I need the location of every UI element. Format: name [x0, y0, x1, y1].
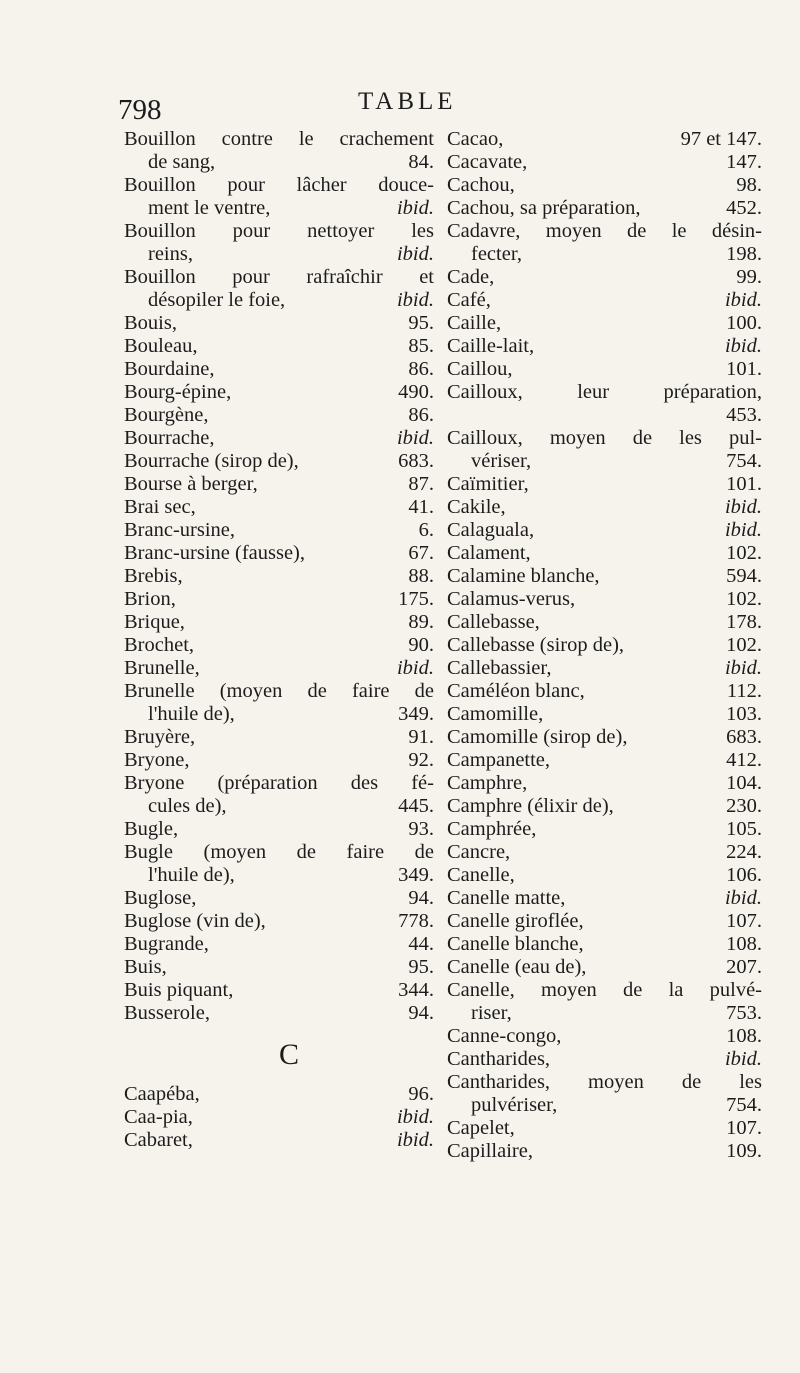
index-entry	[124, 726, 434, 749]
entry-term: Camphre,	[447, 772, 528, 794]
entry-term: Caapéba,	[124, 1083, 200, 1105]
entry-page: 99.	[736, 266, 762, 288]
entry-page: 108.	[726, 1025, 762, 1047]
index-entry	[447, 933, 762, 956]
entry-term: Brunelle (moyen de faire de	[124, 680, 434, 702]
entry-page: 224.	[726, 841, 762, 863]
entry-page: 105.	[726, 818, 762, 840]
entry-term: Campanette,	[447, 749, 551, 771]
index-entry	[447, 151, 762, 174]
entry-page: 344.	[398, 979, 434, 1001]
entry-term-continued: de sang,	[148, 151, 216, 173]
entry-page: 100.	[726, 312, 762, 334]
entry-continuation	[447, 1094, 762, 1117]
index-entry	[124, 404, 434, 427]
entry-page: 93.	[408, 818, 434, 840]
index-entry	[447, 1025, 762, 1048]
index-entry	[124, 611, 434, 634]
index-entry	[447, 749, 762, 772]
entry-term: Canelle matte,	[447, 887, 566, 909]
index-entry	[124, 473, 434, 496]
entry-continuation	[124, 864, 434, 887]
entry-page: ibid.	[396, 657, 434, 679]
entry-page: 453.	[726, 404, 762, 426]
entry-term-continued: reins,	[148, 243, 193, 265]
index-entry	[124, 335, 434, 358]
entry-page: 94.	[408, 887, 434, 909]
entry-term: Canelle giroflée,	[447, 910, 584, 932]
index-entry	[124, 128, 434, 174]
entry-term: Café,	[447, 289, 491, 311]
entry-continuation	[124, 243, 434, 266]
index-entry	[447, 1117, 762, 1140]
index-entry	[447, 588, 762, 611]
entry-term-continued: pulvériser,	[471, 1094, 558, 1116]
entry-page: 88.	[408, 565, 434, 587]
entry-term-continued: fecter,	[471, 243, 522, 265]
entry-term: Bouillon pour rafraîchir et	[124, 266, 434, 288]
entry-term: Camomille,	[447, 703, 544, 725]
entry-term: Caille-lait,	[447, 335, 535, 357]
entry-page: 175.	[398, 588, 434, 610]
entry-page: 107.	[726, 1117, 762, 1139]
entry-term-continued: ment le ventre,	[148, 197, 271, 219]
entry-page: ibid.	[396, 1106, 434, 1128]
index-entry	[124, 749, 434, 772]
entry-term-continued: l'huile de),	[148, 703, 235, 725]
entry-page: ibid.	[724, 335, 762, 357]
index-entry	[447, 1071, 762, 1117]
entry-term: Bourrache (sirop de),	[124, 450, 299, 472]
entry-term-continued: l'huile de),	[148, 864, 235, 886]
entry-continuation	[447, 1002, 762, 1025]
entry-term-continued: riser,	[471, 1002, 512, 1024]
index-entry	[447, 197, 762, 220]
entry-term: Cacao,	[447, 128, 504, 150]
index-entry	[124, 933, 434, 956]
index-entry	[124, 841, 434, 887]
entry-term: Canelle, moyen de la pulvé-	[447, 979, 762, 1001]
entry-page: 86.	[408, 404, 434, 426]
index-entry	[447, 979, 762, 1025]
entry-page: 85.	[408, 335, 434, 357]
index-entry	[447, 634, 762, 657]
entry-page: ibid.	[724, 657, 762, 679]
entry-term: Cachou,	[447, 174, 515, 196]
entry-term: Cachou, sa préparation,	[447, 197, 641, 219]
index-entry	[447, 680, 762, 703]
entry-term: Canelle blanche,	[447, 933, 584, 955]
entry-term: Cadavre, moyen de le désin-	[447, 220, 762, 242]
entry-page: 198.	[726, 243, 762, 265]
index-entry	[124, 565, 434, 588]
entry-term: Buglose (vin de),	[124, 910, 266, 932]
entry-term: Canne-congo,	[447, 1025, 562, 1047]
entry-term: Cantharides, moyen de les	[447, 1071, 762, 1093]
entry-term: Caïmitier,	[447, 473, 529, 495]
entry-term: Camomille (sirop de),	[447, 726, 628, 748]
index-entry	[447, 381, 762, 427]
entry-continuation	[124, 703, 434, 726]
entry-term: Brique,	[124, 611, 185, 633]
index-entry	[447, 335, 762, 358]
entry-page: 753.	[726, 1002, 762, 1024]
entry-page: 67.	[408, 542, 434, 564]
index-entry	[447, 427, 762, 473]
entry-term: Bourse à berger,	[124, 473, 258, 495]
index-entry	[124, 772, 434, 818]
entry-page: 754.	[726, 1094, 762, 1116]
entry-term: Caille,	[447, 312, 502, 334]
entry-term: Brion,	[124, 588, 176, 610]
entry-term: Bruyère,	[124, 726, 196, 748]
entry-page: 97 et 147.	[680, 128, 762, 150]
index-entry	[447, 496, 762, 519]
index-entry	[447, 910, 762, 933]
index-entry	[124, 657, 434, 680]
entry-page: 96.	[408, 1083, 434, 1105]
entry-term: Camphre (élixir de),	[447, 795, 614, 817]
entry-page: 41.	[408, 496, 434, 518]
index-entry	[447, 864, 762, 887]
entry-page: ibid.	[396, 289, 434, 311]
index-entry	[124, 542, 434, 565]
entry-page: 594.	[726, 565, 762, 587]
entry-term: Brunelle,	[124, 657, 200, 679]
index-entry	[124, 358, 434, 381]
entry-page: 92.	[408, 749, 434, 771]
entry-continuation	[124, 197, 434, 220]
entry-page: ibid.	[724, 496, 762, 518]
entry-continuation	[124, 795, 434, 818]
entry-page: ibid.	[396, 243, 434, 265]
index-entry	[124, 818, 434, 841]
entry-term: Cailloux, moyen de les pul-	[447, 427, 762, 449]
entry-page: 754.	[726, 450, 762, 472]
index-entry	[124, 496, 434, 519]
entry-term: Capillaire,	[447, 1140, 533, 1162]
entry-page: 102.	[726, 634, 762, 656]
index-entry	[124, 1002, 434, 1025]
index-entry	[124, 266, 434, 312]
entry-page: 94.	[408, 1002, 434, 1024]
entry-term: Canelle,	[447, 864, 515, 886]
index-entry	[124, 1083, 434, 1106]
index-entry	[447, 128, 762, 151]
entry-page: ibid.	[724, 289, 762, 311]
entry-page: 95.	[408, 956, 434, 978]
index-column-right	[447, 128, 762, 1163]
entry-term: Bourrache,	[124, 427, 215, 449]
entry-term: Caillou,	[447, 358, 513, 380]
index-entry	[447, 519, 762, 542]
entry-term: Buis piquant,	[124, 979, 234, 1001]
index-entry	[447, 841, 762, 864]
entry-term: Canelle (eau de),	[447, 956, 587, 978]
entry-page: ibid.	[724, 519, 762, 541]
entry-page: 107.	[726, 910, 762, 932]
index-entry	[447, 542, 762, 565]
index-entry	[124, 910, 434, 933]
entry-term: Cacavate,	[447, 151, 528, 173]
entry-page: ibid.	[724, 887, 762, 909]
index-entry	[447, 887, 762, 910]
entry-page: 91.	[408, 726, 434, 748]
entry-term: Bouleau,	[124, 335, 198, 357]
entry-page: 412.	[726, 749, 762, 771]
index-entry	[124, 887, 434, 910]
page-number: 798	[118, 94, 162, 126]
entry-term: Bryone (préparation des fé-	[124, 772, 434, 794]
index-entry	[124, 1106, 434, 1129]
entry-term: Bouillon contre le crachement	[124, 128, 434, 150]
entry-page: 102.	[726, 542, 762, 564]
index-entry	[447, 1048, 762, 1071]
entry-page: 98.	[736, 174, 762, 196]
entry-page: ibid.	[396, 1129, 434, 1151]
entry-term: Capelet,	[447, 1117, 515, 1139]
entry-page: 95.	[408, 312, 434, 334]
entry-term-continued: vériser,	[471, 450, 532, 472]
entry-continuation	[447, 243, 762, 266]
entry-term: Bourdaine,	[124, 358, 215, 380]
entry-term: Cantharides,	[447, 1048, 551, 1070]
entry-page: 178.	[726, 611, 762, 633]
entry-page: 683.	[398, 450, 434, 472]
entry-page: 104.	[726, 772, 762, 794]
entry-term: Camphrée,	[447, 818, 537, 840]
entry-term: Bugle,	[124, 818, 179, 840]
entry-term: Branc-ursine (fausse),	[124, 542, 306, 564]
entry-page: 683.	[726, 726, 762, 748]
entry-term: Brai sec,	[124, 496, 196, 518]
page-title: TABLE	[358, 88, 457, 115]
entry-term: Bourgène,	[124, 404, 209, 426]
entry-term: Calamine blanche,	[447, 565, 600, 587]
entry-term: Callebasse (sirop de),	[447, 634, 625, 656]
entry-term: Cakile,	[447, 496, 506, 518]
entry-page: ibid.	[396, 197, 434, 219]
entry-term: Caméléon blanc,	[447, 680, 585, 702]
entry-term: Cailloux, leur préparation,	[447, 381, 762, 403]
entry-page: ibid.	[724, 1048, 762, 1070]
entry-term: Bryone,	[124, 749, 190, 771]
index-entry	[124, 1129, 434, 1152]
index-entry	[124, 956, 434, 979]
entry-page: 147.	[726, 151, 762, 173]
index-entry	[447, 703, 762, 726]
entry-term: Calament,	[447, 542, 531, 564]
entry-page: 207.	[726, 956, 762, 978]
entry-page: 778.	[398, 910, 434, 932]
entry-continuation	[124, 151, 434, 174]
entry-page: 86.	[408, 358, 434, 380]
index-entry	[124, 519, 434, 542]
index-entry	[447, 726, 762, 749]
entry-page: 44.	[408, 933, 434, 955]
entry-term: Bugrande,	[124, 933, 209, 955]
index-entry	[124, 174, 434, 220]
entry-term: Callebasse,	[447, 611, 540, 633]
entry-page: 452.	[726, 197, 762, 219]
index-entry	[447, 289, 762, 312]
index-entry	[124, 588, 434, 611]
entry-page: 90.	[408, 634, 434, 656]
entry-term: Cade,	[447, 266, 495, 288]
entry-term: Bouillon pour lâcher douce-	[124, 174, 434, 196]
index-entry	[447, 657, 762, 680]
entry-page: 230.	[726, 795, 762, 817]
index-entry	[447, 473, 762, 496]
entry-page: 84.	[408, 151, 434, 173]
entry-term: Callebassier,	[447, 657, 552, 679]
entry-term: Bouis,	[124, 312, 177, 334]
entry-term: Brochet,	[124, 634, 195, 656]
entry-term-continued: désopiler le foie,	[148, 289, 286, 311]
index-entry	[447, 956, 762, 979]
index-entry	[447, 312, 762, 335]
index-entry	[447, 565, 762, 588]
entry-term: Bouillon pour nettoyer les	[124, 220, 434, 242]
entry-page: ibid.	[396, 427, 434, 449]
entry-page: 102.	[726, 588, 762, 610]
entry-page: 87.	[408, 473, 434, 495]
entry-page: 108.	[726, 933, 762, 955]
entry-page: 101.	[726, 473, 762, 495]
entry-page: 109.	[726, 1140, 762, 1162]
index-entry	[124, 381, 434, 404]
section-letter-heading: C	[278, 1038, 299, 1071]
index-entry	[124, 450, 434, 473]
entry-term: Busserole,	[124, 1002, 210, 1024]
entry-term: Calamus-verus,	[447, 588, 576, 610]
index-entry	[124, 634, 434, 657]
entry-term: Branc-ursine,	[124, 519, 235, 541]
page-header	[118, 88, 760, 128]
index-entry	[124, 979, 434, 1002]
entry-continuation	[124, 289, 434, 312]
entry-continuation	[447, 404, 762, 427]
entry-term: Bourg-épine,	[124, 381, 232, 403]
entry-page: 89.	[408, 611, 434, 633]
index-entry	[447, 795, 762, 818]
index-entry	[447, 266, 762, 289]
index-entry	[124, 427, 434, 450]
entry-page: 112.	[726, 680, 762, 702]
entry-term: Cancre,	[447, 841, 511, 863]
index-entry	[124, 220, 434, 266]
entry-term: Brebis,	[124, 565, 183, 587]
entry-page: 349.	[398, 703, 434, 725]
entry-term: Bugle (moyen de faire de	[124, 841, 434, 863]
entry-page: 103.	[726, 703, 762, 725]
entry-term: Caa-pia,	[124, 1106, 193, 1128]
entry-page: 6.	[418, 519, 434, 541]
index-entry	[447, 220, 762, 266]
index-entry	[124, 680, 434, 726]
entry-page: 106.	[726, 864, 762, 886]
index-entry	[447, 1140, 762, 1163]
index-entry	[124, 312, 434, 335]
index-entry	[447, 358, 762, 381]
entry-term-continued: cules de),	[148, 795, 227, 817]
entry-term: Calaguala,	[447, 519, 535, 541]
index-entry	[447, 611, 762, 634]
index-entry	[447, 772, 762, 795]
entry-page: 445.	[398, 795, 434, 817]
entry-continuation	[447, 450, 762, 473]
index-entry	[447, 818, 762, 841]
entry-page: 490.	[398, 381, 434, 403]
entry-term: Buglose,	[124, 887, 197, 909]
entry-page: 101.	[726, 358, 762, 380]
entry-term: Buis,	[124, 956, 167, 978]
index-column-left	[124, 128, 434, 1152]
entry-page: 349.	[398, 864, 434, 886]
index-entry	[447, 174, 762, 197]
entry-term: Cabaret,	[124, 1129, 193, 1151]
